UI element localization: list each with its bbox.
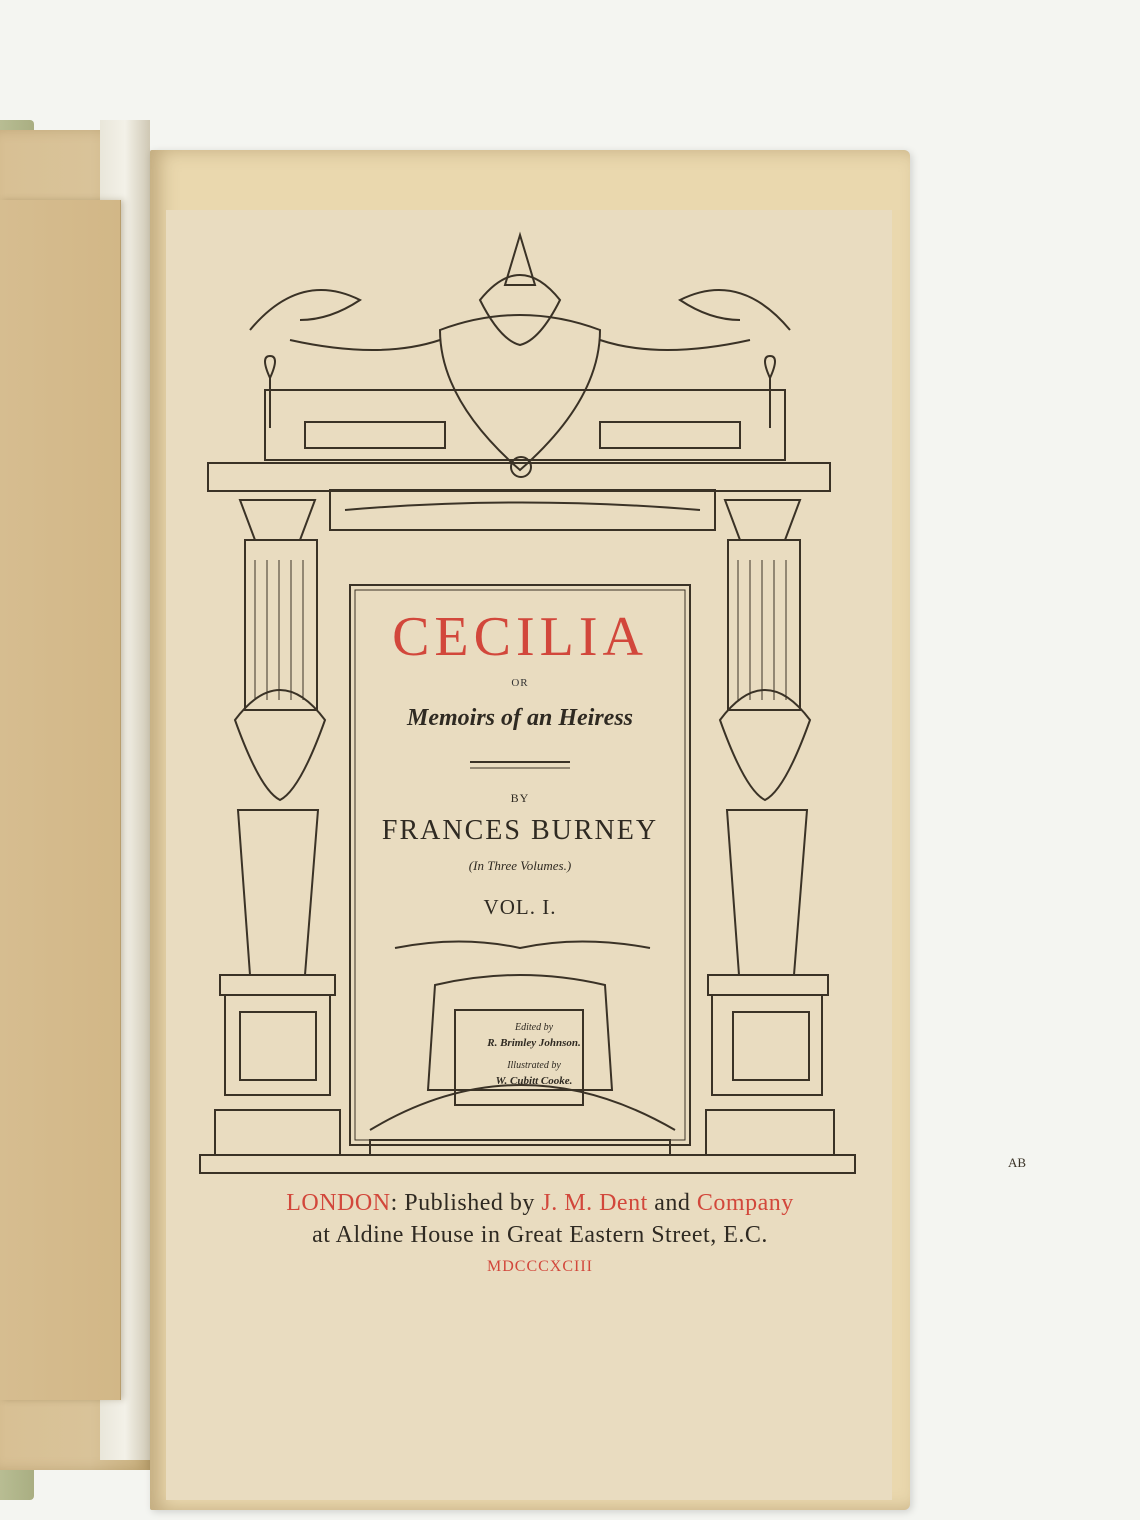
right-wing — [600, 340, 750, 350]
right-caryatid — [765, 356, 775, 428]
left-column-shaft — [245, 540, 317, 710]
by-label: BY — [510, 791, 530, 805]
left-caryatid — [265, 356, 275, 428]
right-base — [706, 1110, 834, 1155]
publication-date: MDCCCXCIII — [486, 1258, 593, 1275]
laurel-garland — [345, 503, 700, 511]
left-panel — [305, 422, 445, 448]
illustrated-by-label: Illustrated by — [507, 1060, 561, 1071]
imprint-and: and — [647, 1190, 697, 1216]
right-capital — [725, 500, 800, 540]
left-base — [215, 1110, 340, 1155]
artist-monogram: AB — [1008, 1155, 1027, 1170]
laurel-frieze — [330, 490, 715, 530]
left-pedestal-top — [238, 810, 318, 975]
left-wing — [290, 340, 440, 350]
book-title: CECILIA — [392, 606, 648, 668]
imprint-london: LONDON — [286, 1190, 391, 1216]
flourish — [395, 942, 650, 949]
left-plinth-cap — [220, 975, 335, 995]
right-urn — [720, 690, 810, 800]
center-step — [370, 1140, 670, 1155]
volume-number: VOL. I. — [483, 895, 557, 919]
upper-frieze — [265, 390, 785, 460]
volume-count: (In Three Volumes.) — [468, 858, 572, 873]
left-capital — [240, 500, 315, 540]
right-marble-panel — [733, 1012, 809, 1080]
left-urn — [235, 690, 325, 800]
imprint-company: Company — [696, 1190, 794, 1216]
edited-by-label: Edited by — [514, 1022, 554, 1033]
base-step — [200, 1155, 855, 1173]
imprint-line-1 — [170, 1190, 910, 1217]
imprint-published-by: Published by — [397, 1190, 542, 1216]
imprint-publisher: J. M. Dent — [541, 1190, 648, 1216]
cartouche-arc — [370, 1085, 675, 1130]
title-or: OR — [511, 677, 529, 689]
book-subtitle: Memoirs of an Heiress — [406, 705, 633, 731]
right-plinth-cap — [708, 975, 828, 995]
imprint-colon: : — [390, 1190, 398, 1216]
imprint-line-2: at Aldine House in Great Eastern Street, E.C. — [312, 1222, 768, 1248]
left-marble-panel — [240, 1012, 316, 1080]
right-pedestal-top — [727, 810, 807, 975]
author-name: FRANCES BURNEY — [381, 815, 659, 846]
right-panel — [600, 422, 740, 448]
right-column-shaft — [728, 540, 800, 710]
left-scroll — [250, 290, 360, 330]
editor-name: R. Brimley Johnson. — [487, 1037, 581, 1049]
crest-shield — [440, 315, 600, 470]
illustrator-name: W. Cubitt Cooke. — [495, 1075, 573, 1087]
right-scroll — [680, 290, 790, 330]
